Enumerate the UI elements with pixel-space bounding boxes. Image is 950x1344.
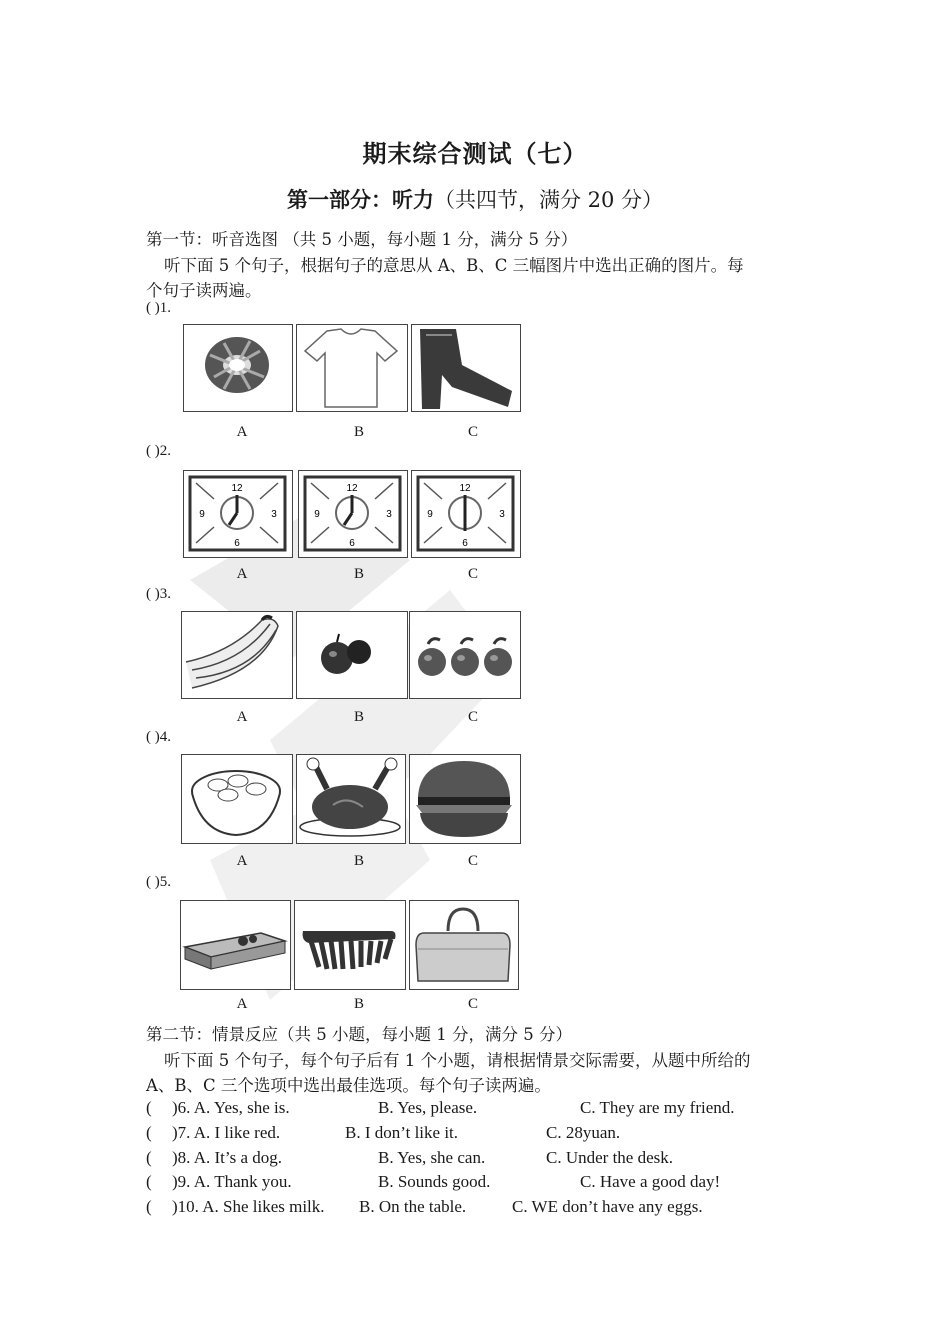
part-heading-rest: （共四节，满分 20 分） — [433, 188, 664, 212]
clock-c-picture[interactable] — [411, 470, 521, 558]
svg-text:6: 6 — [349, 538, 355, 549]
svg-text:12: 12 — [346, 483, 358, 494]
svg-text:3: 3 — [386, 509, 392, 520]
option-letter-b: B — [353, 424, 364, 440]
option-letter-b: B — [353, 709, 364, 725]
section2-instruction-2: A、B、C 三个选项中选出最佳选项。每个句子读两遍。 — [146, 1076, 551, 1095]
clock-icon — [412, 471, 519, 556]
option-letter-a: A — [236, 996, 248, 1012]
svg-text:6: 6 — [462, 538, 468, 549]
option-letter-c: C — [467, 996, 478, 1012]
part-heading — [0, 184, 950, 214]
option-letter-a: A — [236, 709, 248, 725]
oranges-icon — [410, 612, 519, 697]
trousers-icon — [412, 325, 519, 410]
item-option-a: )8. A. It’s a dog. — [172, 1148, 283, 1167]
item-option-b: B. Yes, she can. — [378, 1148, 486, 1167]
option-letter-a: A — [236, 853, 248, 869]
svg-text:12: 12 — [231, 483, 243, 494]
dumplings-picture[interactable] — [181, 754, 293, 844]
answer-paren[interactable]: ( — [146, 1098, 152, 1117]
trousers-picture[interactable] — [411, 324, 521, 412]
clock-b-picture[interactable] — [298, 470, 408, 558]
svg-text:9: 9 — [314, 509, 320, 520]
svg-text:9: 9 — [199, 509, 205, 520]
section2-instruction-1: 听下面 5 个句子，每个句子后有 1 个小题，请根据情景交际需要，从题中所给的 — [164, 1051, 751, 1070]
question-4-label: ( )4. — [146, 729, 171, 745]
item-option-a: )7. A. I like red. — [172, 1123, 281, 1142]
svg-text:9: 9 — [427, 509, 433, 520]
hamburger-picture[interactable] — [409, 754, 521, 844]
section1-instruction-2: 个句子读两遍。 — [146, 281, 262, 300]
item-option-c: C. WE don’t have any eggs. — [512, 1197, 703, 1216]
item-option-a: )6. A. Yes, she is. — [172, 1098, 290, 1117]
page-title: 期末综合测试（七） — [362, 139, 588, 168]
question-2-label: ( )2. — [146, 443, 171, 459]
svg-text:3: 3 — [499, 509, 505, 520]
oranges-picture[interactable] — [409, 611, 521, 699]
section1-heading: 第一节：听音选图 （共 5 小题，每小题 1 分，满分 5 分） — [146, 230, 578, 249]
option-letter-c: C — [467, 853, 478, 869]
option-letter-c: C — [467, 566, 478, 582]
roast-chicken-picture[interactable] — [296, 754, 406, 844]
answer-paren[interactable]: ( — [146, 1123, 152, 1142]
pencil-box-icon — [181, 901, 289, 988]
clock-icon — [184, 471, 291, 556]
option-letter-b: B — [353, 566, 364, 582]
svg-text:6: 6 — [234, 538, 240, 549]
option-letter-a: A — [236, 424, 248, 440]
option-letter-b: B — [353, 853, 364, 869]
item-option-c: C. 28yuan. — [546, 1123, 621, 1142]
svg-text:3: 3 — [271, 509, 277, 520]
scarf-picture[interactable] — [183, 324, 293, 412]
scarf-icon — [184, 325, 291, 410]
option-letter-b: B — [353, 996, 364, 1012]
item-option-b: B. On the table. — [359, 1197, 467, 1216]
item-option-a: )10. A. She likes milk. — [172, 1197, 325, 1216]
answer-paren[interactable]: ( — [146, 1148, 152, 1167]
question-5-label: ( )5. — [146, 874, 171, 890]
answer-paren[interactable]: ( — [146, 1172, 152, 1191]
item-option-c: C. They are my friend. — [580, 1098, 735, 1117]
apple-icon — [297, 612, 406, 697]
svg-text:12: 12 — [459, 483, 471, 494]
item-option-a: )9. A. Thank you. — [172, 1172, 292, 1191]
item-option-b: B. I don’t like it. — [345, 1123, 459, 1142]
item-option-b: B. Sounds good. — [378, 1172, 491, 1191]
handbag-picture[interactable] — [409, 900, 519, 990]
item-option-b: B. Yes, please. — [378, 1098, 478, 1117]
tshirt-picture[interactable] — [296, 324, 408, 412]
answer-paren[interactable]: ( — [146, 1197, 152, 1216]
option-letter-c: C — [467, 424, 478, 440]
question-3-label: ( )3. — [146, 586, 171, 602]
handbag-icon — [410, 901, 517, 988]
comb-icon — [295, 901, 404, 988]
apple-picture[interactable] — [296, 611, 408, 699]
item-option-c: C. Have a good day! — [580, 1172, 721, 1191]
section1-instruction-1: 听下面 5 个句子，根据句子的意思从 A、B、C 三幅图片中选出正确的图片。每 — [164, 256, 744, 275]
clock-icon — [299, 471, 406, 556]
hamburger-icon — [410, 755, 519, 842]
tshirt-icon — [297, 325, 406, 410]
dumplings-icon — [182, 755, 291, 842]
bananas-icon — [182, 612, 291, 697]
question-1-label: ( )1. — [146, 300, 171, 316]
chicken-icon — [297, 755, 404, 842]
clock-a-picture[interactable] — [183, 470, 293, 558]
pencil-box-picture[interactable] — [180, 900, 291, 990]
section2-heading: 第二节：情景反应（共 5 小题，每小题 1 分，满分 5 分） — [146, 1025, 572, 1044]
item-option-c: C. Under the desk. — [546, 1148, 674, 1167]
option-letter-a: A — [236, 566, 248, 582]
option-letter-c: C — [467, 709, 478, 725]
bananas-picture[interactable] — [181, 611, 293, 699]
comb-picture[interactable] — [294, 900, 406, 990]
part-heading-bold: 第一部分：听力 — [286, 187, 434, 212]
